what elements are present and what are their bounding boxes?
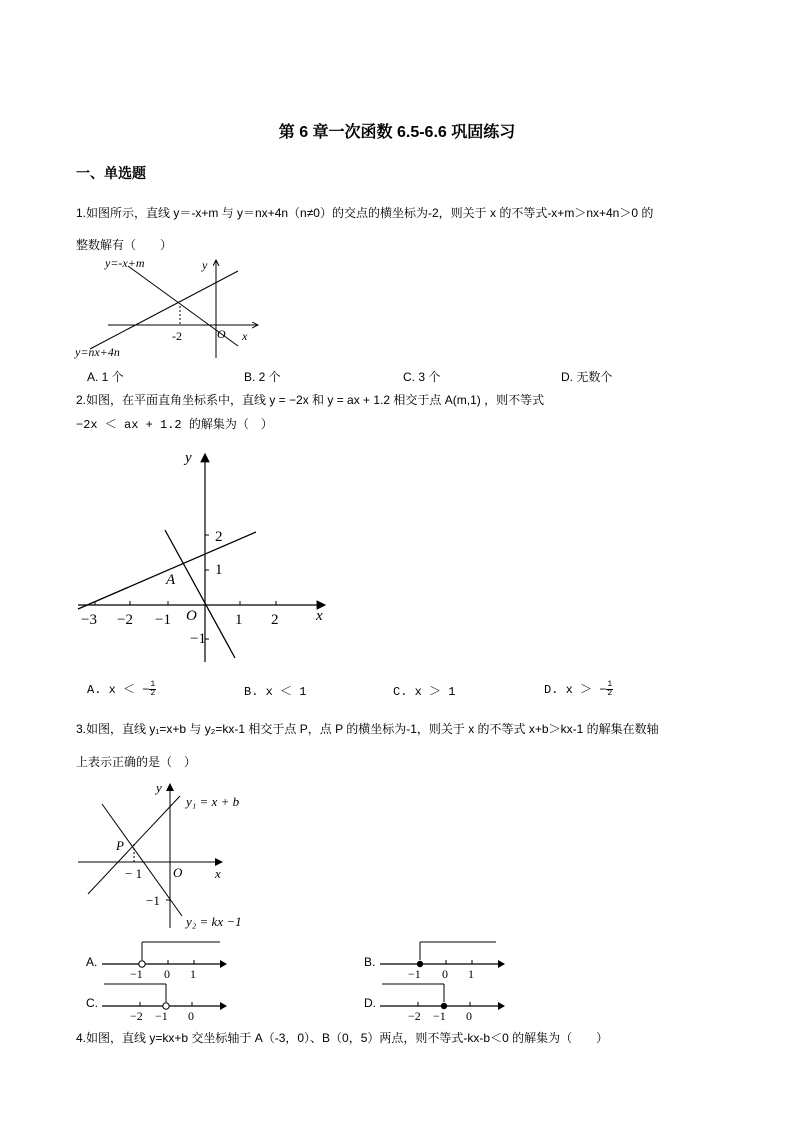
y-tick-1: 1 [215,562,223,578]
q3-option-d-label[interactable]: D. [364,996,376,1010]
tick-neg-2: -2 [172,329,182,343]
q3-option-a-label[interactable]: A. [86,955,98,969]
svg-text:−2: −2 [408,1009,421,1023]
x-axis-label: x [215,866,221,881]
label-y-neg-x-plus-m: y=-x+m [105,256,145,270]
line-y-ax-plus-1-2 [78,532,256,609]
question-3-text-line-2: 上表示正确的是（ ） [76,755,197,769]
label-y-nx-plus-4n: y=nx+4n [75,345,120,359]
q3-option-b-label[interactable]: B. [364,955,376,969]
svg-text:0: 0 [466,1009,472,1023]
q1-option-a[interactable]: A. 1 个 [87,370,124,384]
q2-option-b[interactable]: B. x ＜ 1 [244,685,307,699]
label-y1: y₁ = x + b [186,794,240,809]
q2-option-c[interactable]: C. x ＞ 1 [393,685,456,699]
page-title: 第 6 章一次函数 6.5-6.6 巩固练习 [278,124,516,141]
y-tick-neg-1: −1 [146,893,160,908]
question-2-text-line-2: −2x ＜ ax + 1.2 的解集为（ ） [76,418,273,432]
q2-option-a[interactable] [87,680,156,698]
svg-text:0: 0 [442,967,448,981]
origin-label: O [186,608,197,624]
point-a-label: A [166,572,176,588]
question-1-text-line-1: 1.如图所示，直线 y＝-x+m 与 y＝nx+4n（n≠0）的交点的横坐标为-2，则关于 x 的不等式-x+m＞nx+4n＞0 的 [76,206,654,220]
svg-text:−2: −2 [130,1009,143,1023]
svg-text:1: 1 [468,967,474,981]
question-3-text-line-1: 3.如图，直线 y₁=x+b 与 y₂=kx-1 相交于点 P，点 P 的横坐标为-1，则关于 x 的不等式 x+b＞kx-1 的解集在数轴 [76,722,659,736]
question-2-figure [70,444,340,670]
q2-option-a-text: A. x ＜ − [87,683,150,697]
svg-text:−1: −1 [130,967,143,981]
x-tick-neg-2: −2 [117,612,133,628]
q3-option-c-label[interactable]: C. [86,996,98,1010]
x-tick-2: 2 [271,612,279,628]
section-heading: 一、单选题 [76,165,146,181]
svg-text:−1: −1 [408,967,421,981]
svg-text:0: 0 [164,967,170,981]
y-axis-label: y [202,258,208,272]
q2-option-d[interactable] [544,680,613,698]
label-y2: y₂ = kx −1 [186,914,242,929]
q3-option-d-numberline[interactable] [378,980,513,1024]
x-tick-1: 1 [235,612,243,628]
svg-text:−1: −1 [433,1009,446,1023]
question-1-text-line-2: 整数解有（ ） [76,238,173,252]
x-tick-neg-1: − 1 [125,866,143,881]
x-tick-neg-1: −1 [155,612,171,628]
q2-option-d-text: D. x ＞ − [544,683,607,697]
q1-option-c[interactable]: C. 3 个 [403,370,441,384]
origin-label: O [173,865,183,880]
x-axis-label: x [242,329,248,343]
y-axis-label: y [185,450,192,466]
q3-option-b-numberline[interactable] [378,938,513,982]
y-tick-2: 2 [215,529,223,545]
q1-option-b[interactable]: B. 2 个 [244,370,281,384]
svg-text:1: 1 [190,967,196,981]
q2-option-a-fraction: $\frac{1}{2}$ [150,680,156,699]
x-axis-label: x [316,608,323,624]
y-axis-label: y [156,780,162,795]
svg-text:0: 0 [188,1009,194,1023]
svg-text:−1: −1 [155,1009,168,1023]
question-4-text-line-1: 4.如图，直线 y=kx+b 交坐标轴于 A（-3，0）、B（0，5）两点，则不等式-kx-b＜0 的解集为（ ） [76,1031,609,1045]
x-tick-neg-3: −3 [81,612,97,628]
question-3-figure [70,778,260,938]
q3-option-c-numberline[interactable] [100,980,235,1024]
q3-option-a-numberline[interactable] [100,938,235,982]
q2-option-d-fraction: $\frac{1}{2}$ [607,680,613,699]
origin-label: O [217,327,226,341]
question-1-figure [70,252,270,364]
y-tick-neg-1: −1 [190,631,206,647]
q1-option-d[interactable]: D. 无数个 [561,370,613,384]
point-p-label: P [116,838,124,853]
question-2-text-line-1: 2.如图，在平面直角坐标系中，直线 y = −2x 和 y = ax + 1.2 相交于点 A(m,1) ，则不等式 [76,393,545,407]
